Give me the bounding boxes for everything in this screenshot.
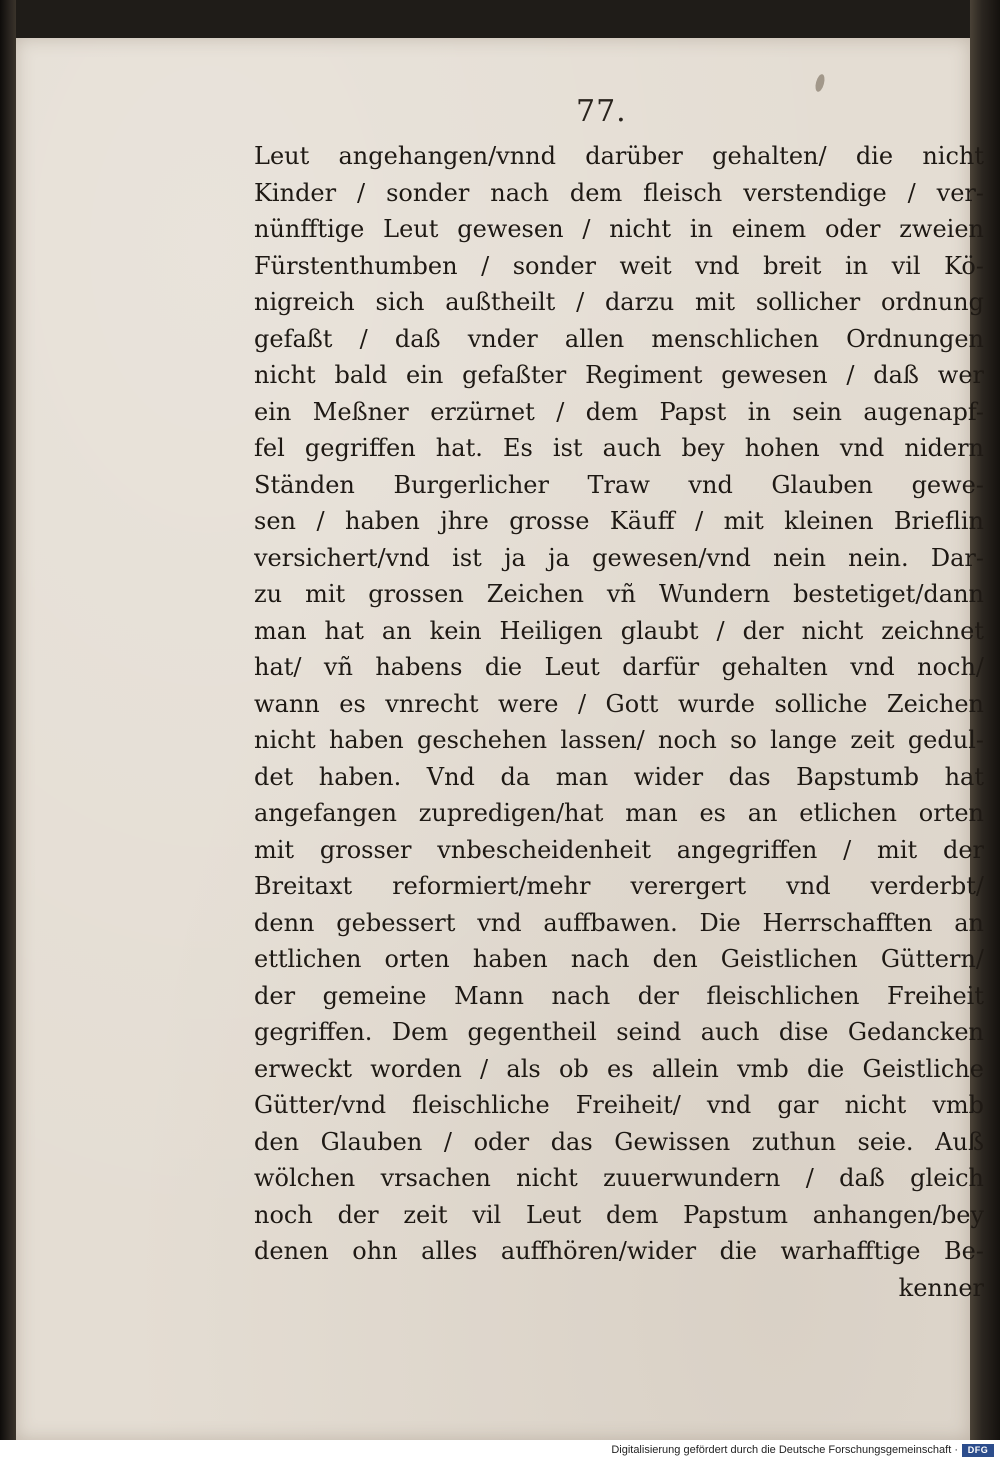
text-line: nicht haben geschehen lassen/ noch so lange zeit gedul- (254, 726, 984, 754)
page-text (254, 138, 984, 1306)
text-line: erweckt worden / als ob es allein vmb die Geistliche (254, 1054, 984, 1083)
text-line: gefaßt / daß vnder allen menschlichen Ordnungen (254, 324, 984, 353)
ink-spot (814, 73, 826, 92)
text-line: den Glauben / oder das Gewissen zuthun seie. Auß (254, 1127, 984, 1156)
text-line: gegriffen. Dem gegentheil seind auch dise Gedancken (254, 1018, 984, 1046)
book-spine-edge (0, 0, 16, 1440)
text-line: Kinder / sonder nach dem fleisch verstendige / ver- (254, 178, 984, 207)
text-line: der gemeine Mann nach der fleischlichen Freiheit (254, 981, 984, 1010)
page-number: 77. (576, 94, 627, 129)
text-line: Fürstenthumben / sonder weit vnd breit in vil Kö- (254, 251, 984, 280)
text-line: Breitaxt reformiert/mehr verergert vnd verderbt/ (254, 872, 984, 900)
text-line: fel gegriffen hat. Es ist auch bey hohen vnd nidern (254, 434, 984, 462)
text-line: noch der zeit vil Leut dem Papstum anhangen/bey (254, 1200, 984, 1229)
text-line: hat/ vñ habens die Leut darfür gehalten vnd noch/ (254, 653, 984, 681)
funding-credit: Digitalisierung gefördert durch die Deutsche Forschungsgemeinschaft · (611, 1444, 958, 1456)
text-line: det haben. Vnd da man wider das Bapstumb hat (254, 762, 984, 791)
text-line: Ständen Burgerlicher Traw vnd Glauben gewe- (254, 470, 984, 499)
text-line: zu mit grossen Zeichen vñ Wundern bestetiget/dann (254, 580, 984, 608)
text-line: ein Meßner erzürnet / dem Papst in sein augenapf- (254, 397, 984, 426)
text-line: denn gebessert vnd auffbawen. Die Herrschafften an (254, 908, 984, 937)
text-line: Leut angehangen/vnnd darüber gehalten/ die nicht (254, 142, 984, 170)
text-line: ettlichen orten haben nach den Geistlichen Güttern/ (254, 945, 984, 973)
text-line: sen / haben jhre grosse Käuff / mit kleinen Brieflin (254, 507, 984, 535)
text-line: denen ohn alles auffhören/wider die warhafftige Be- (254, 1237, 984, 1265)
text-line: kenner (898, 1273, 984, 1302)
text-line: mit grosser vnbescheidenheit angegriffen / mit der (254, 835, 984, 864)
dfg-logo-icon: DFG (962, 1444, 994, 1457)
book-page (16, 38, 984, 1440)
text-line: nünfftige Leut gewesen / nicht in einem oder zweien (254, 215, 984, 243)
footer-bar (0, 1440, 1000, 1462)
text-line: wölchen vrsachen nicht zuuerwundern / daß gleich (254, 1164, 984, 1192)
text-line: nicht bald ein gefaßter Regiment gewesen / daß wer (254, 361, 984, 389)
text-line: angefangen zupredigen/hat man es an etlichen orten (254, 799, 984, 827)
text-line: nigreich sich außtheilt / darzu mit sollicher ordnung (254, 288, 984, 316)
text-line: versichert/vnd ist ja ja gewesen/vnd nein nein. Dar- (254, 543, 984, 572)
text-line: man hat an kein Heiligen glaubt / der nicht zeichnet (254, 616, 984, 645)
text-line: wann es vnrecht were / Gott wurde solliche Zeichen (254, 689, 984, 718)
text-line: Gütter/vnd fleischliche Freiheit/ vnd gar nicht vmb (254, 1091, 984, 1119)
